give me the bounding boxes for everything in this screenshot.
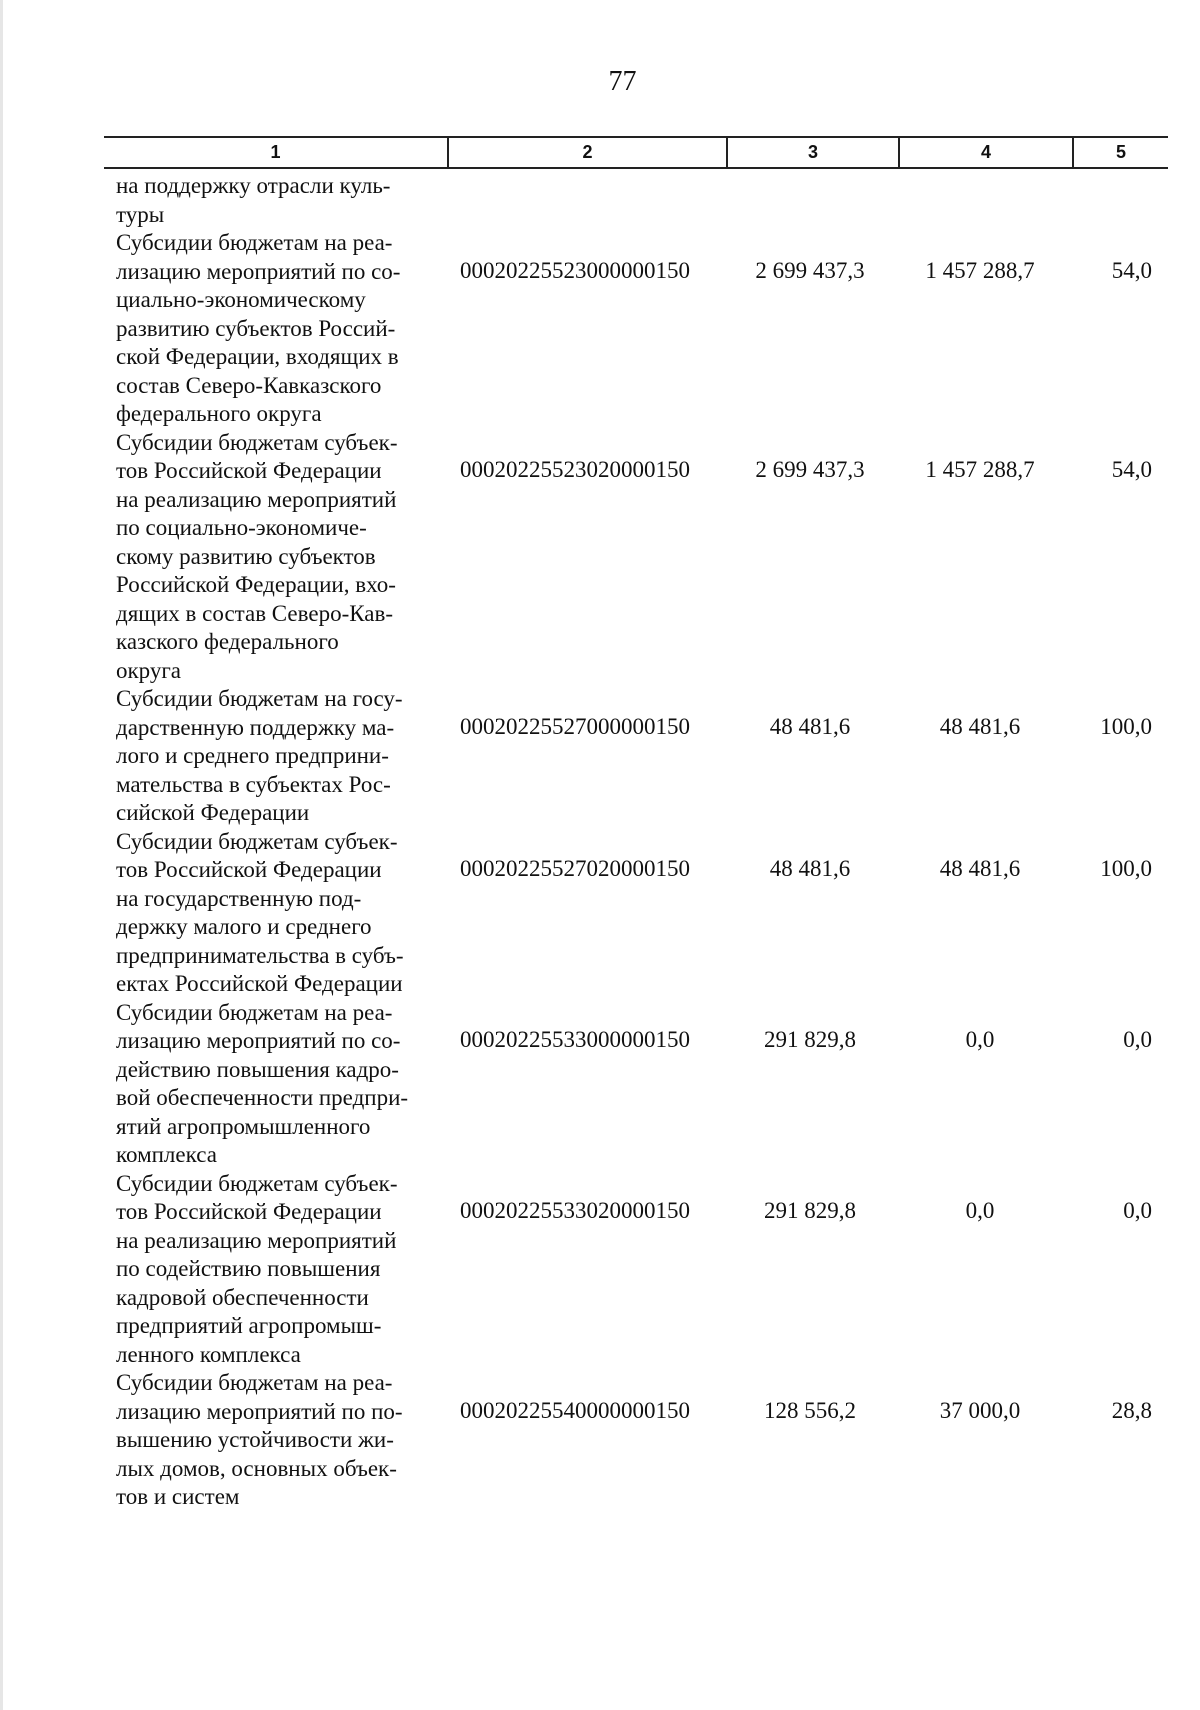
description-line: на реализацию мероприятий xyxy=(116,1227,397,1253)
description-line: ектах Российской Федерации xyxy=(116,971,403,996)
description-line: мательства в субъектах Рос- xyxy=(116,771,391,797)
description-line: Субсидии бюджетам субъек- xyxy=(116,1170,398,1196)
row-value-col3: 48 481,6 xyxy=(769,856,851,881)
description-line: Субсидии бюджетам на реа- xyxy=(116,1370,393,1395)
description-line: вышению устойчивости жи- xyxy=(116,1427,394,1452)
row-value-col3: 128 556,2 xyxy=(764,1397,856,1423)
column-header-2: 2 xyxy=(582,142,593,162)
row-value-col3: 2 699 437,3 xyxy=(755,457,865,482)
row-value-col5: 28,8 xyxy=(1111,1397,1152,1423)
description-line: держку малого и среднего xyxy=(116,914,372,939)
description-line: состав Северо-Кавказского xyxy=(116,372,382,398)
description-line: туры xyxy=(116,201,165,227)
description-line: Субсидии бюджетам субъек- xyxy=(116,429,398,455)
row-description xyxy=(116,1369,439,1512)
description-line: лых домов, основных объек- xyxy=(116,1455,397,1481)
description-line: лизацию мероприятий по со- xyxy=(116,1028,401,1053)
row-value-col4: 48 481,6 xyxy=(939,856,1021,881)
row-value-col4: 37 000,0 xyxy=(939,1397,1021,1423)
row-value-col5: 54,0 xyxy=(1111,257,1152,283)
row-value-col4: 0,0 xyxy=(965,1027,995,1052)
description-line: тов Российской Федерации xyxy=(116,857,382,882)
description-line: сийской Федерации xyxy=(116,800,310,825)
row-value-col4: 1 457 288,7 xyxy=(925,457,1035,482)
description-line: развитию субъектов Россий- xyxy=(116,315,396,341)
description-line: Субсидии бюджетам на реа- xyxy=(116,230,393,255)
description-line: округа xyxy=(116,657,182,683)
row-value-col3: 291 829,8 xyxy=(764,1198,856,1223)
row-value-col5: 100,0 xyxy=(1100,713,1152,739)
row-value-col3: 48 481,6 xyxy=(769,713,851,739)
page-number: 77 xyxy=(608,66,637,97)
description-line: по содействию повышения xyxy=(116,1256,381,1281)
description-line: вой обеспеченности предпри- xyxy=(116,1085,409,1110)
description-line: федерального округа xyxy=(116,401,322,426)
row-code: 00020225533000000150 xyxy=(460,1027,690,1052)
description-line: кадровой обеспеченности xyxy=(116,1284,369,1310)
row-code: 00020225540000000150 xyxy=(460,1397,690,1423)
description-line: ленного комплекса xyxy=(116,1341,301,1367)
row-value-col5: 0,0 xyxy=(1123,1198,1152,1223)
description-line: скому развитию субъектов xyxy=(116,543,376,569)
row-description xyxy=(116,828,439,999)
description-line: циально-экономическому xyxy=(116,287,366,312)
description-line: на государственную под- xyxy=(116,885,362,911)
row-value-col3: 2 699 437,3 xyxy=(755,257,865,283)
description-line: Субсидии бюджетам на реа- xyxy=(116,999,393,1025)
description-line: ской Федерации, входящих в xyxy=(116,344,399,369)
description-line: дарственную поддержку ма- xyxy=(116,714,395,740)
description-line: казского федерального xyxy=(116,629,339,654)
row-description xyxy=(116,999,439,1170)
description-line: на поддержку отрасли куль- xyxy=(116,173,391,198)
row-description xyxy=(116,1170,439,1370)
row-value-col5: 54,0 xyxy=(1111,457,1152,482)
description-line: действию повышения кадро- xyxy=(116,1056,399,1082)
row-value-col3: 291 829,8 xyxy=(764,1027,856,1052)
description-line: тов Российской Федерации xyxy=(116,1199,382,1224)
description-line: ятий агропромышленного xyxy=(116,1113,371,1139)
table-header xyxy=(104,136,1168,169)
row-value-col4: 1 457 288,7 xyxy=(925,257,1035,283)
description-line: тов Российской Федерации xyxy=(116,458,382,483)
description-line: лого и среднего предприни- xyxy=(116,743,389,768)
description-line: предприятий агропромыш- xyxy=(116,1313,382,1338)
row-code: 00020225533020000150 xyxy=(460,1198,690,1223)
column-header-4: 4 xyxy=(980,142,991,162)
row-value-col4: 48 481,6 xyxy=(939,713,1021,739)
row-code: 00020225527000000150 xyxy=(460,713,690,739)
description-line: Российской Федерации, вхо- xyxy=(116,572,396,597)
column-header-1: 1 xyxy=(270,142,281,162)
description-line: по социально-экономиче- xyxy=(116,515,367,540)
row-code: 00020225523020000150 xyxy=(460,457,690,482)
scan-edge xyxy=(0,0,3,1710)
description-line: тов и систем xyxy=(116,1484,240,1509)
row-value-col5: 0,0 xyxy=(1123,1027,1152,1052)
description-line: комплекса xyxy=(116,1142,217,1167)
row-code: 00020225527020000150 xyxy=(460,856,690,881)
description-line: на реализацию мероприятий xyxy=(116,486,397,512)
row-description xyxy=(116,685,439,828)
row-value-col4: 0,0 xyxy=(965,1198,995,1223)
description-line: лизацию мероприятий по по- xyxy=(116,1398,403,1424)
row-description xyxy=(116,429,439,686)
description-line: Субсидии бюджетам субъек- xyxy=(116,828,398,854)
description-line: лизацию мероприятий по со- xyxy=(116,258,401,284)
row-code: 00020225523000000150 xyxy=(460,257,690,283)
column-header-5: 5 xyxy=(1115,142,1126,162)
description-line: Субсидии бюджетам на госу- xyxy=(116,686,403,711)
description-line: дящих в состав Северо-Кав- xyxy=(116,600,393,626)
column-header-3: 3 xyxy=(807,142,818,162)
row-value-col5: 100,0 xyxy=(1100,856,1152,881)
description-line: предпринимательства в субъ- xyxy=(116,942,404,968)
row-description xyxy=(116,229,439,429)
row-description xyxy=(116,172,439,229)
